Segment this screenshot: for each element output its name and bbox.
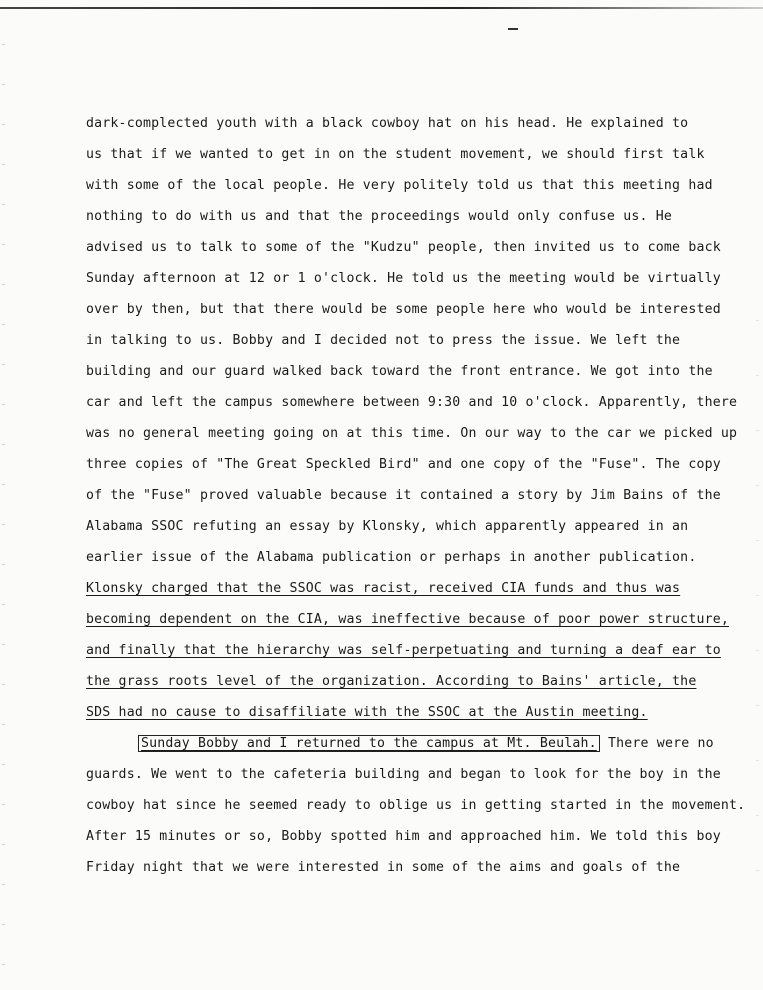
text-line: was no general meeting going on at this time. On our way to the car we picked up (86, 426, 738, 441)
text-line: us that if we wanted to get in on the student movement, we should first talk (86, 147, 705, 162)
text-line: in talking to us. Bobby and I decided not to press the issue. We left the (86, 333, 681, 348)
scan-specks-left (2, 30, 5, 970)
scan-specks-right (756, 300, 759, 900)
text-line: Sunday afternoon at 12 or 1 o'clock. He told us the meeting would be virtually (86, 271, 721, 286)
text-line: earlier issue of the Alabama publication or perhaps in another publication. (86, 550, 697, 565)
text-line: with some of the local people. He very politely told us that this meeting had (86, 178, 713, 193)
boxed-sentence: Sunday Bobby and I returned to the campus at Mt. Beulah. (138, 735, 600, 752)
text-line: building and our guard walked back toward the front entrance. We got into the (86, 364, 713, 379)
text-span: There were no (599, 736, 714, 751)
underlined-line: the grass roots level of the organization. According to Bains' article, the (86, 674, 697, 689)
page-dash-mark (508, 28, 518, 30)
text-line: dark-complected youth with a black cowboy hat on his head. He explained to (86, 116, 689, 131)
text-line: three copies of "The Great Speckled Bird" and one copy of the "Fuse". The copy (86, 457, 721, 472)
text-line: over by then, but that there would be some people here who would be interested (86, 302, 721, 317)
text-line: of the "Fuse" proved valuable because it contained a story by Jim Bains of the (86, 488, 721, 503)
underlined-line: SDS had no cause to disaffiliate with the SSOC at the Austin meeting. (86, 705, 648, 720)
text-line: Alabama SSOC refuting an essay by Klonsky, which apparently appeared in an (86, 519, 689, 534)
underlined-line: and finally that the hierarchy was self-perpetuating and turning a deaf ear to (86, 643, 721, 658)
text-line: Friday night that we were interested in some of the aims and goals of the (86, 860, 681, 875)
text-line: cowboy hat since he seemed ready to oblige us in getting started in the movement. (86, 798, 746, 813)
underlined-line: Klonsky charged that the SSOC was racist, received CIA funds and thus was (86, 581, 681, 596)
paragraph-2-first-line (138, 734, 714, 754)
top-edge-rule (0, 7, 763, 9)
text-line: car and left the campus somewhere between 9:30 and 10 o'clock. Apparently, there (86, 395, 738, 410)
text-line: After 15 minutes or so, Bobby spotted him and approached him. We told this boy (86, 829, 721, 844)
text-line: guards. We went to the cafeteria building and began to look for the boy in the (86, 767, 721, 782)
text-line: nothing to do with us and that the proceedings would only confuse us. He (86, 209, 673, 224)
text-line: advised us to talk to some of the "Kudzu" people, then invited us to come back (86, 240, 721, 255)
underlined-line: becoming dependent on the CIA, was ineffective because of poor power structure, (86, 612, 730, 627)
